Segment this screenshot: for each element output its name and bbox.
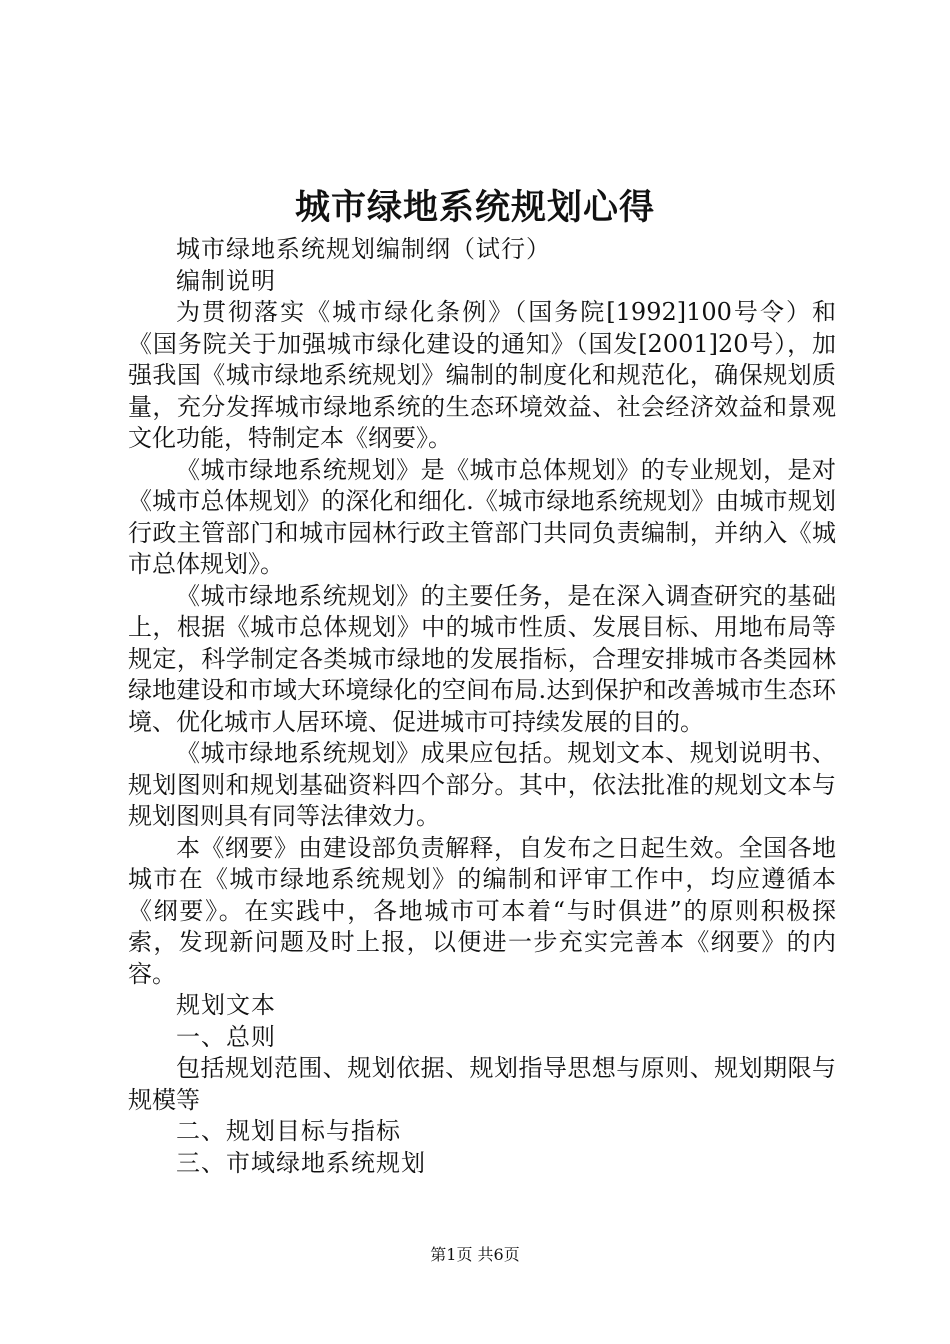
body-paragraph: 包括规划范围、规划依据、规划指导思想与原则、规划期限与规模等	[128, 1054, 836, 1114]
document-body	[128, 234, 836, 1179]
body-paragraph: 《城市绿地系统规划》成果应包括。规划文本、规划说明书、规划图则和规划基础资料四个部分。其中，依法批准的规划文本与规划图则具有同等法律效力。	[128, 739, 836, 830]
page-number-footer: 第1页 共6页	[430, 1245, 520, 1264]
section-heading: 三、市域绿地系统规划	[176, 1148, 426, 1177]
body-paragraph: 本《纲要》由建设部负责解释，自发布之日起生效。全国各地城市在《城市绿地系统规划》的编制和评审工作中，均应遵循本《纲要》。在实践中，各地城市可本着“与时俱进”的原则积极探索，发现新问题及时上报，以便进一步充实完善本《纲要》的内容。	[128, 833, 836, 988]
section-heading: 二、规划目标与指标	[176, 1117, 401, 1145]
body-paragraph: 《城市绿地系统规划》是《城市总体规划》的专业规划，是对《城市总体规划》的深化和细化.《城市绿地系统规划》由城市规划行政主管部门和城市园林行政主管部门共同负责编制，并纳入《城市总体规划》。	[128, 455, 836, 578]
body-paragraph: 为贯彻落实《城市绿化条例》（国务院[1992]100号令）和《国务院关于加强城市绿化建设的通知》（国发[2001]20号），加强我国《城市绿地系统规划》编制的制度化和规范化，确保规划质量，充分发挥城市绿地系统的生态环境效益、社会经济效益和景观文化功能，特制定本《纲要》。	[128, 298, 836, 452]
body-paragraph: 《城市绿地系统规划》的主要任务，是在深入调查研究的基础上，根据《城市总体规划》中的城市性质、发展目标、用地布局等规定，科学制定各类城市绿地的发展指标，合理安排城市各类园林绿地建设和市域大环境绿化的空间布局.达到保护和改善城市生态环境、优化城市人居环境、促进城市可持续发展的目的。	[128, 581, 836, 736]
section-heading: 规划文本	[176, 991, 276, 1019]
section-heading: 一、总则	[176, 1022, 276, 1051]
page-title: 城市绿地系统规划心得	[294, 187, 655, 228]
section-heading: 编制说明	[176, 266, 276, 295]
subtitle-heading: 城市绿地系统规划编制纲（试行）	[176, 235, 551, 263]
